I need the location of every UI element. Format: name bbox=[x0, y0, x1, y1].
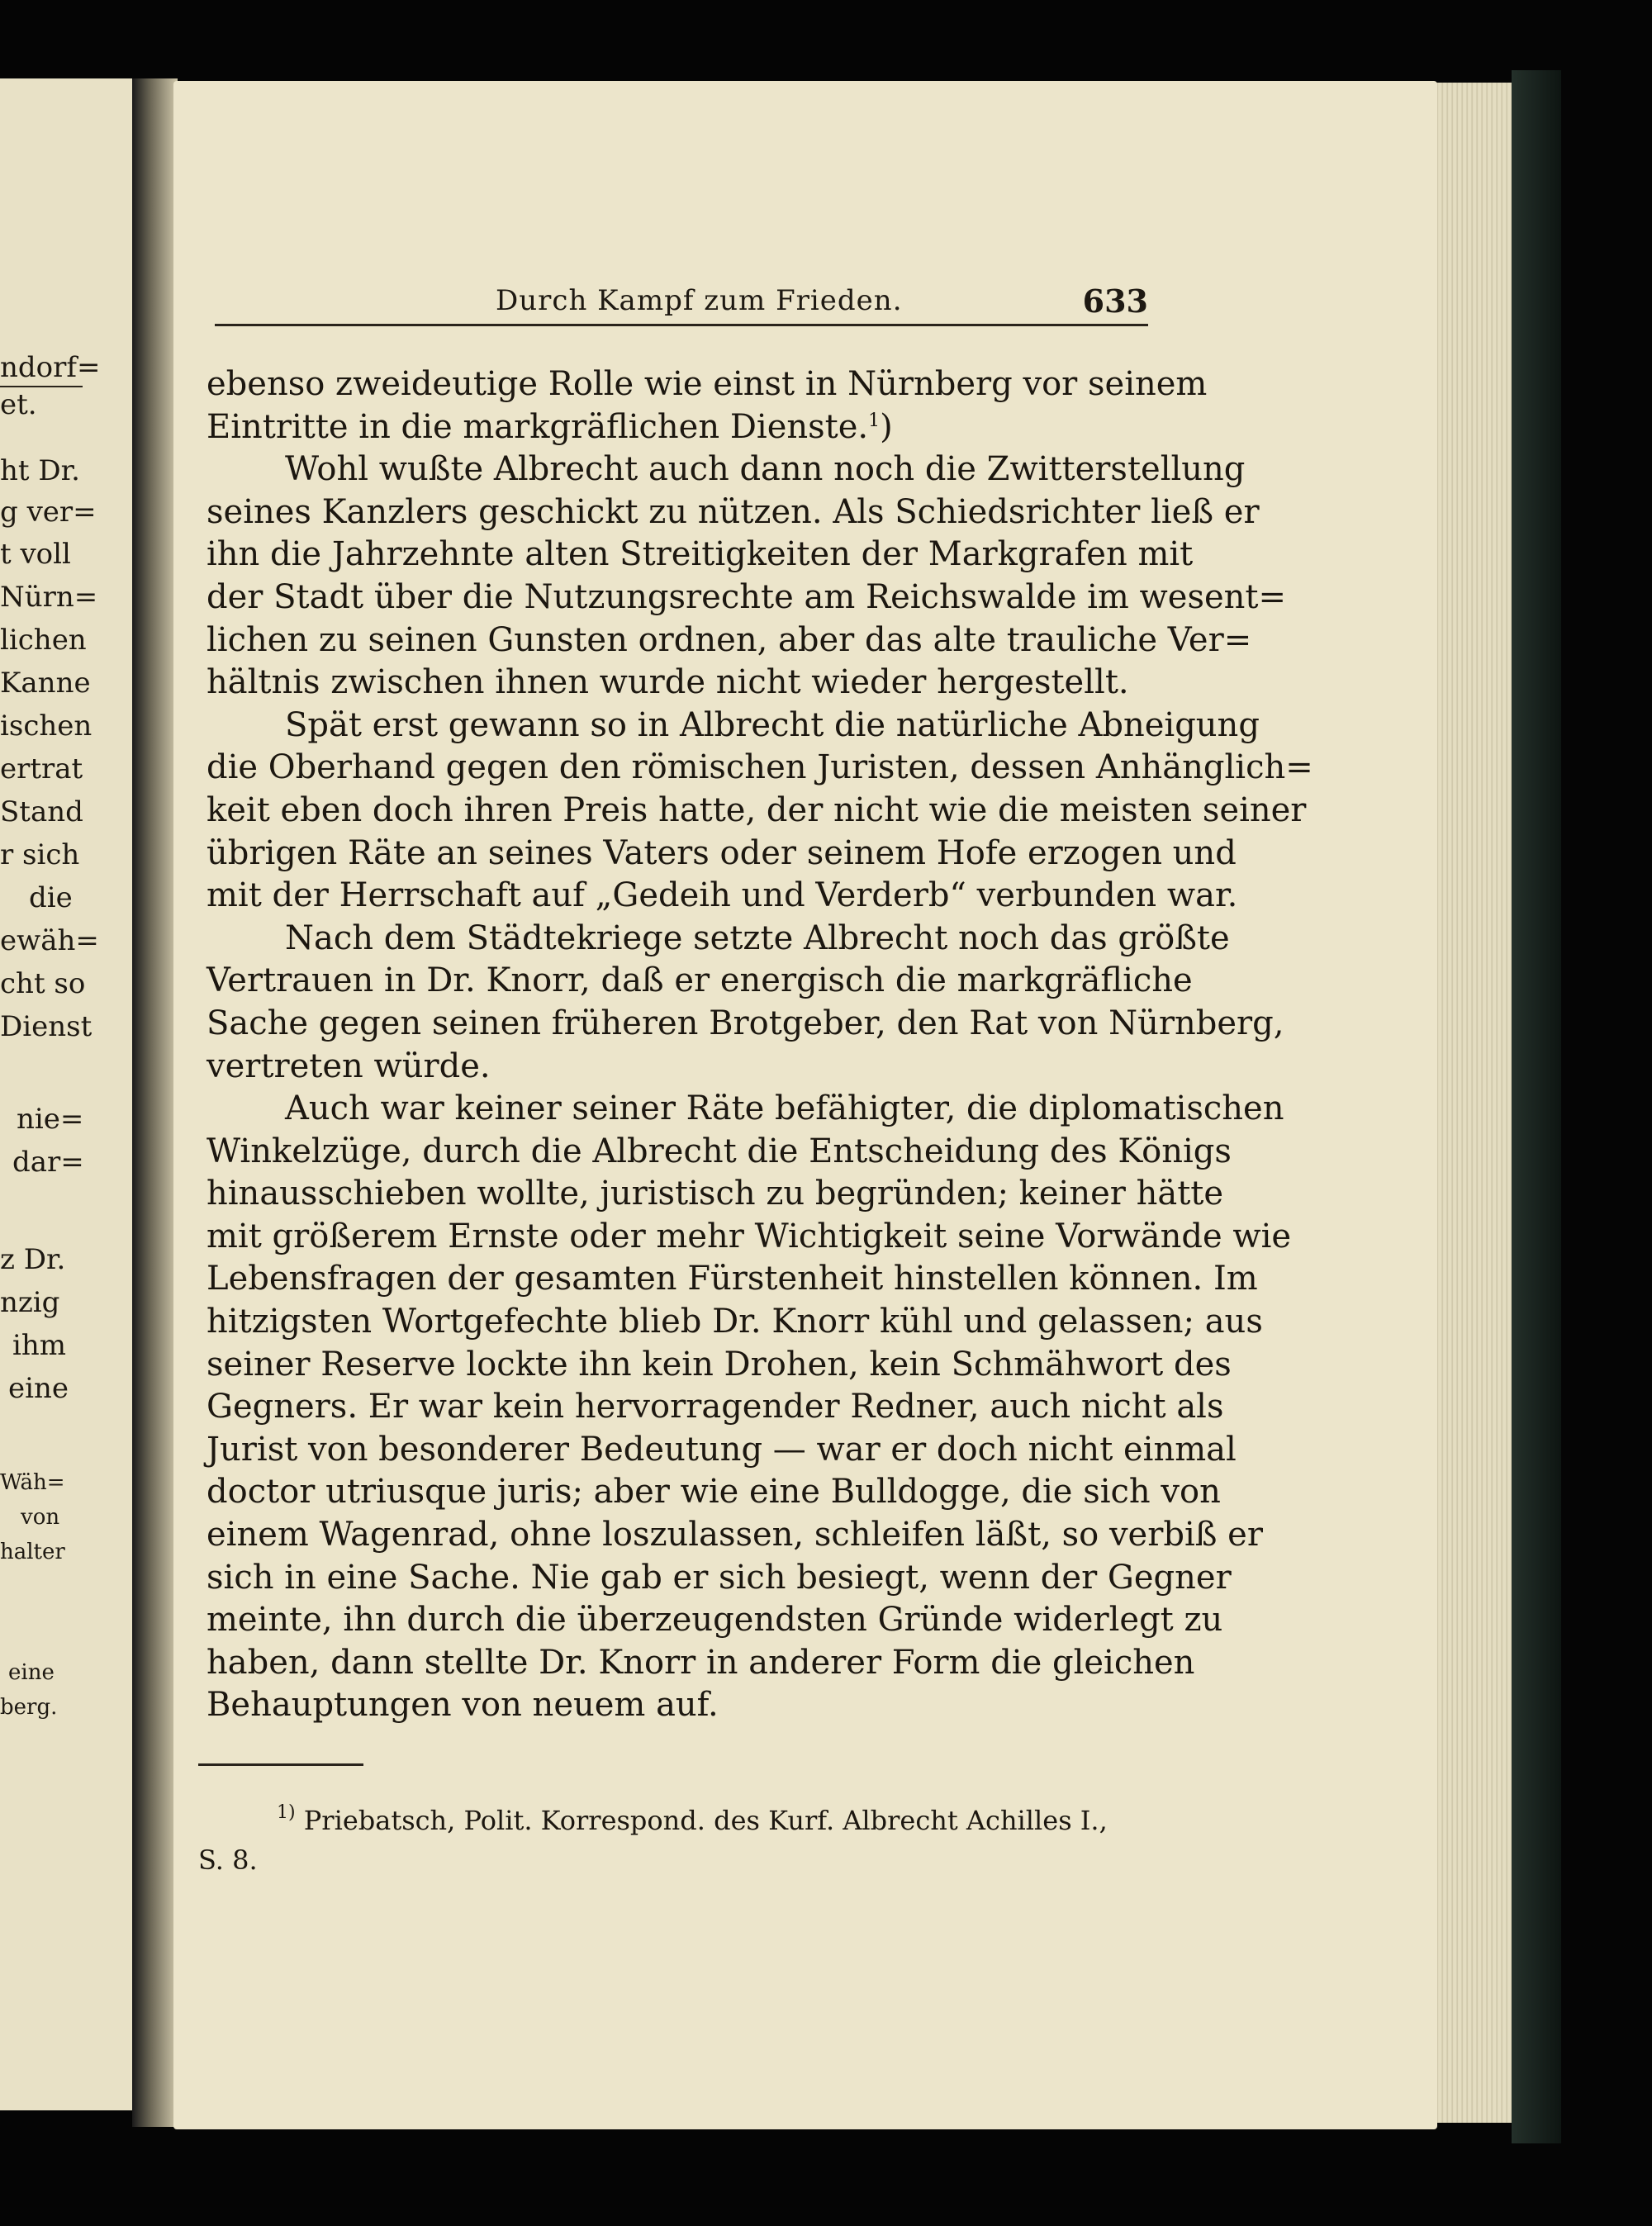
left-fragment: ndorf= bbox=[0, 351, 101, 384]
text-line: lichen zu seinen Gunsten ordnen, aber das alte trauliche Ver= bbox=[206, 620, 1252, 659]
body-text bbox=[206, 363, 1313, 1727]
text-line: mit der Herrschaft auf „Gedeih und Verderb“ verbunden war. bbox=[206, 876, 1238, 915]
left-fragment: ischen bbox=[0, 710, 93, 743]
text-line: der Stadt über die Nutzungsrechte am Reichswalde im wesent= bbox=[206, 577, 1287, 616]
left-fragment: nzig bbox=[0, 1286, 60, 1319]
left-fragment: Stand bbox=[0, 795, 83, 828]
left-fragment: die bbox=[29, 881, 73, 914]
text-line: die Oberhand gegen den römischen Juristen, dessen Anhänglich= bbox=[206, 748, 1313, 787]
left-fragment: Kanne bbox=[0, 667, 91, 700]
text-line: Nach dem Städtekriege setzte Albrecht noch das größte bbox=[285, 918, 1230, 957]
text-line: Behauptungen von neuem auf. bbox=[206, 1686, 719, 1725]
text-line bbox=[206, 406, 1148, 449]
left-fragment: halter bbox=[0, 1540, 65, 1564]
text-line: einem Wagenrad, ohne loszulassen, schleifen läßt, so verbiß er bbox=[206, 1516, 1263, 1554]
text-line: keit eben doch ihren Preis hatte, der nicht wie die meisten seiner bbox=[206, 790, 1307, 829]
text-line: seines Kanzlers geschickt zu nützen. Als Schiedsrichter ließ er bbox=[206, 492, 1260, 531]
text-line: doctor utriusque juris; aber wie eine Bulldogge, die sich von bbox=[206, 1473, 1221, 1512]
text-line: Spät erst gewann so in Albrecht die natürliche Abneigung bbox=[285, 705, 1260, 744]
page-number: 633 bbox=[1082, 282, 1148, 320]
text-line: Lebensfragen der gesamten Fürstenheit hinstellen können. Im bbox=[206, 1260, 1258, 1298]
footnote-marker: 1) bbox=[277, 1802, 296, 1823]
left-fragment: eine bbox=[8, 1660, 55, 1685]
text-line: Vertrauen in Dr. Knorr, daß er energisch die markgräfliche bbox=[206, 961, 1193, 1000]
text-line: Jurist von besonderer Bedeutung — war er doch nicht einmal bbox=[206, 1430, 1237, 1469]
text-line: ihn die Jahrzehnte alten Streitigkeiten der Markgrafen mit bbox=[206, 535, 1194, 574]
left-fragment: g ver= bbox=[0, 496, 97, 529]
text-line: hältnis zwischen ihnen wurde nicht wieder hergestellt. bbox=[206, 663, 1129, 702]
left-page-header-rule bbox=[0, 386, 83, 387]
footnote-rule bbox=[198, 1763, 363, 1766]
text-line: Gegners. Er war kein hervorragender Redner, auch nicht als bbox=[206, 1388, 1224, 1426]
text-line-content: Eintritte in die markgräflichen Dienste. bbox=[206, 407, 869, 446]
left-fragment: berg. bbox=[0, 1695, 58, 1720]
left-fragment: r sich bbox=[0, 838, 80, 871]
text-line: Winkelzüge, durch die Albrecht die Entscheidung des Königs bbox=[206, 1132, 1232, 1170]
left-fragment: t voll bbox=[0, 538, 71, 571]
left-fragment: cht so bbox=[0, 967, 86, 1000]
text-line: vertreten würde. bbox=[206, 1047, 491, 1085]
left-fragment: von bbox=[21, 1505, 60, 1530]
text-line: Wohl wußte Albrecht auch dann noch die Zwitterstellung bbox=[285, 450, 1246, 489]
left-fragment: ihm bbox=[12, 1329, 67, 1362]
left-fragment: ertrat bbox=[0, 752, 83, 786]
left-fragment: lichen bbox=[0, 624, 87, 657]
left-fragment: Dienst bbox=[0, 1010, 93, 1043]
text-line: übrigen Räte an seines Vaters oder seinem Hofe erzogen und bbox=[206, 833, 1237, 872]
footnote-line bbox=[198, 1801, 1148, 1840]
text-line: seiner Reserve lockte ihn kein Drohen, kein Schmähwort des bbox=[206, 1345, 1232, 1384]
footnote-reference: 1 bbox=[868, 410, 881, 431]
left-fragment: eine bbox=[8, 1372, 69, 1405]
text-line: sich in eine Sache. Nie gab er sich besiegt, wenn der Gegner bbox=[206, 1558, 1232, 1597]
footnote-line: S. 8. bbox=[198, 1844, 258, 1876]
left-fragment: ewäh= bbox=[0, 924, 99, 957]
footnote-reference-paren: ) bbox=[880, 407, 893, 446]
left-fragment: Nürn= bbox=[0, 581, 98, 614]
left-fragment: dar= bbox=[12, 1146, 84, 1179]
running-title: Durch Kampf zum Frieden. bbox=[496, 284, 903, 317]
text-line: haben, dann stellte Dr. Knorr in anderer Form die gleichen bbox=[206, 1643, 1195, 1682]
left-fragment: Wäh= bbox=[0, 1470, 65, 1495]
book-cover-edge bbox=[1512, 70, 1561, 2143]
book-gutter bbox=[132, 78, 178, 2127]
left-page bbox=[0, 78, 138, 2110]
left-fragment: et. bbox=[0, 388, 37, 421]
text-line: hinausschieben wollte, juristisch zu begründen; keiner hätte bbox=[206, 1175, 1224, 1213]
text-line: ebenso zweideutige Rolle wie einst in Nürnberg vor seinem bbox=[206, 365, 1208, 403]
running-head bbox=[215, 281, 1148, 326]
left-fragment: ht Dr. bbox=[0, 454, 80, 487]
text-line: hitzigsten Wortgefechte blieb Dr. Knorr kühl und gelassen; aus bbox=[206, 1303, 1263, 1341]
footnote bbox=[198, 1801, 1148, 1880]
left-fragment: nie= bbox=[17, 1103, 84, 1136]
text-line: mit größerem Ernste oder mehr Wichtigkeit seine Vorwände wie bbox=[206, 1217, 1292, 1255]
text-line: Sache gegen seinen früheren Brotgeber, den Rat von Nürnberg, bbox=[206, 1004, 1284, 1042]
footnote-text: Priebatsch, Polit. Korrespond. des Kurf. Albrecht Achilles I., bbox=[303, 1805, 1108, 1836]
text-line: Auch war keiner seiner Räte befähigter, die diplomatischen bbox=[285, 1089, 1284, 1128]
text-line: meinte, ihn durch die überzeugendsten Gründe widerlegt zu bbox=[206, 1601, 1223, 1640]
left-fragment: z Dr. bbox=[0, 1243, 66, 1276]
